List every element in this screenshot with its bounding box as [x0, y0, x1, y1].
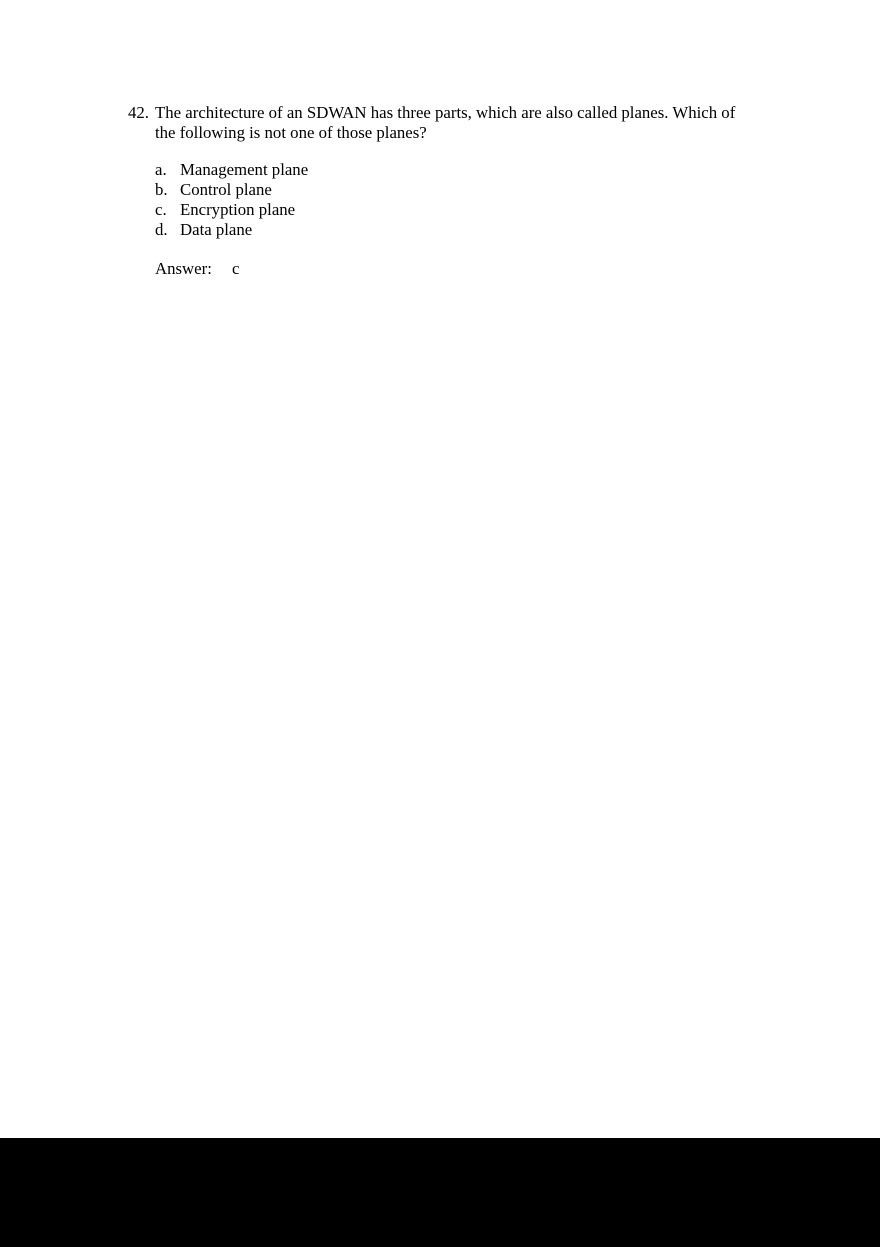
- list-item[interactable]: [155, 160, 748, 180]
- list-item[interactable]: [155, 220, 748, 240]
- answer-value: c: [232, 259, 240, 278]
- question-block: [128, 103, 748, 143]
- choice-text: Data plane: [180, 220, 253, 239]
- choice-letter: a.: [155, 160, 167, 179]
- list-item[interactable]: [155, 180, 748, 200]
- choice-letter: b.: [155, 180, 168, 199]
- choice-text: Control plane: [180, 180, 272, 199]
- question-number: 42.: [128, 103, 149, 122]
- choice-text: Encryption plane: [180, 200, 296, 219]
- choice-letter: c.: [155, 200, 167, 219]
- list-item[interactable]: [155, 200, 748, 220]
- choice-list: [155, 160, 748, 240]
- choice-text: Management plane: [180, 160, 309, 179]
- choice-letter: d.: [155, 220, 168, 239]
- answer-label: Answer:: [155, 259, 212, 278]
- answer-row: [155, 259, 748, 279]
- question-content: [128, 103, 748, 279]
- question-text: The architecture of an SDWAN has three parts, which are also called planes. Which of the following is not one of those planes?: [155, 103, 736, 142]
- footer-band: [0, 1138, 880, 1247]
